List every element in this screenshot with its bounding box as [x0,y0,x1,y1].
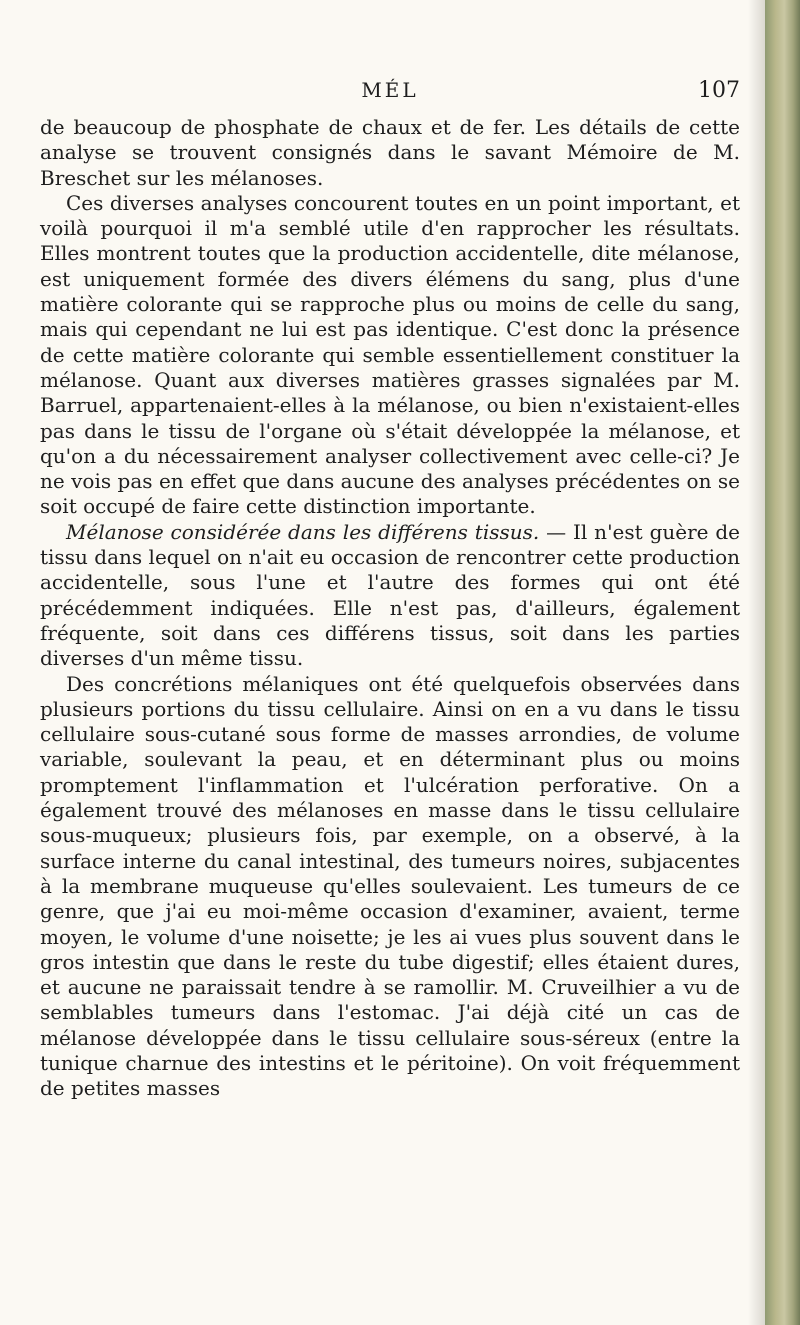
paragraph-text: Ces diverses analyses concourent toutes en un point important, et voilà pourquoi il m'a semblé utile d'en rapprocher les résultats. Elles montrent toutes que la production accidentelle, dite mélanose, est uniquement formée des divers élémens du sang, plus d'une matière colorante qui se rapproche plus ou moins de celle du sang, mais qui cependant ne lui est pas identique. C'est donc la présence de cette matière colorante qui semble essentiellement constituer la mélanose. Quant aux diverses matières grasses signalées par M. Barruel, appartenaient-elles à la mélanose, ou bien n'existaient-elles pas dans le tissu de l'organe où s'était développée la mélanose, et qu'on a du nécessairement analyser collectivement avec celle-ci? Je ne vois pas en effet que dans aucune des analyses précédentes on se soit occupé de faire cette distinction importante. [40,190,740,519]
paragraph [40,672,740,1102]
paragraph [40,115,740,191]
body-text [40,115,740,1102]
page-header [40,78,740,110]
book-edge [765,0,800,1325]
paragraph-text: de beaucoup de phosphate de chaux et de fer. Les détails de cette analyse se trouvent consignés dans le savant Mémoire de M. Breschet sur les mélanoses. [40,115,740,190]
paragraph-text: Des concrétions mélaniques ont été quelquefois observées dans plusieurs portions du tissu cellulaire. Ainsi on en a vu dans le tissu cellulaire sous-cutané sous forme de masses arrondies, de volume variable, soulevant la peau, et en déterminant plus ou moins promptement l'inflammation et l'ulcération perforative. On a également trouvé des mélanoses en masse dans le tissu cellulaire sous-muqueux; plusieurs fois, par exemple, on a observé, à la surface interne du canal intestinal, des tumeurs noires, subjacentes à la membrane muqueuse qu'elles soulevaient. Les tumeurs de ce genre, que j'ai eu moi-même occasion d'examiner, avaient, terme moyen, le volume d'une noisette; je les ai vues plus souvent dans le gros intestin que dans le reste du tube digestif; elles étaient dures, et aucune ne paraissait tendre à se ramollir. M. Cruveilhier a vu de semblables tumeurs dans l'estomac. J'ai déjà cité un cas de mélanose développée dans le tissu cellulaire sous-séreux (entre la tunique charnue des intestins et le péritoine). On voit fréquemment de petites masses [40,671,740,1101]
page-number: 107 [698,78,740,103]
paragraph [40,520,740,672]
running-head: MÉL [361,78,419,102]
gutter-shadow [748,0,765,1325]
paragraph [40,191,740,520]
section-heading: Mélanose considérée dans les différens tissus. [66,519,540,544]
paragraph-text: — Il n'est guère de tissu dans lequel on n'ait eu occasion de rencontrer cette production accidentelle, sous l'une et l'autre des formes qui ont été précédemment indiquées. Elle n'est pas, d'ailleurs, également fréquente, soit dans ces différens tissus, soit dans les parties diverses d'un même tissu. [40,519,740,671]
